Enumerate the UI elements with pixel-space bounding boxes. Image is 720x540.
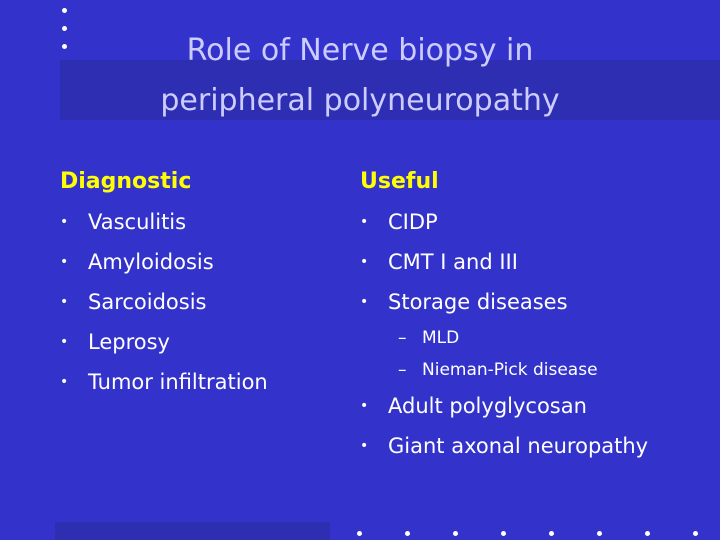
list-item-label: Amyloidosis	[88, 250, 214, 274]
bullet-icon: •	[360, 438, 369, 454]
list-item	[360, 282, 648, 322]
decor-dot	[597, 531, 602, 536]
slide-title-line-1: Role of Nerve biopsy in	[186, 33, 534, 68]
bottom-band	[55, 522, 330, 540]
bullet-icon: •	[360, 398, 369, 414]
list-item	[60, 282, 268, 322]
bullet-icon: •	[360, 294, 369, 310]
diagnostic-column	[60, 162, 268, 402]
list-item	[60, 202, 268, 242]
bullet-icon: •	[60, 294, 69, 310]
slide-title-line-2: peripheral polyneuropathy	[160, 83, 560, 118]
diagnostic-heading: Diagnostic	[60, 169, 192, 194]
sub-list-item-label: Nieman-Pick disease	[422, 360, 598, 380]
list-item-label: Vasculitis	[88, 210, 187, 234]
sub-list-item	[360, 322, 648, 354]
bullet-icon: •	[60, 334, 69, 350]
list-item	[360, 386, 648, 426]
bullet-icon: •	[60, 254, 69, 270]
dash-icon: –	[398, 360, 407, 380]
list-item	[60, 362, 268, 402]
list-item-label: Leprosy	[88, 330, 170, 354]
decor-dot	[357, 531, 362, 536]
list-item-label: Adult polyglycosan	[388, 394, 587, 418]
useful-list	[360, 202, 648, 466]
list-item-label: CMT I and III	[388, 250, 518, 274]
bullet-icon: •	[360, 214, 369, 230]
list-item	[60, 242, 268, 282]
list-item-label: Storage diseases	[388, 290, 568, 314]
list-item-label: CIDP	[388, 210, 438, 234]
decor-dot	[62, 8, 67, 13]
bullet-icon: •	[60, 214, 69, 230]
decor-dot	[645, 531, 650, 536]
list-item	[360, 426, 648, 466]
sub-list-item-label: MLD	[422, 328, 460, 348]
sub-list-item	[360, 354, 648, 386]
decor-dot	[693, 531, 698, 536]
bullet-icon: •	[360, 254, 369, 270]
list-item-label: Tumor infiltration	[88, 370, 268, 394]
bullet-icon: •	[60, 374, 69, 390]
decor-dot	[549, 531, 554, 536]
list-item	[60, 322, 268, 362]
slide-title	[60, 26, 660, 126]
list-item	[360, 242, 648, 282]
useful-column	[360, 162, 648, 466]
dash-icon: –	[398, 328, 407, 348]
decor-dot	[501, 531, 506, 536]
diagnostic-list	[60, 202, 268, 402]
decor-dot	[453, 531, 458, 536]
useful-heading: Useful	[360, 169, 439, 194]
list-item-label: Giant axonal neuropathy	[388, 434, 649, 458]
list-item-label: Sarcoidosis	[88, 290, 207, 314]
list-item	[360, 202, 648, 242]
decor-dot	[405, 531, 410, 536]
